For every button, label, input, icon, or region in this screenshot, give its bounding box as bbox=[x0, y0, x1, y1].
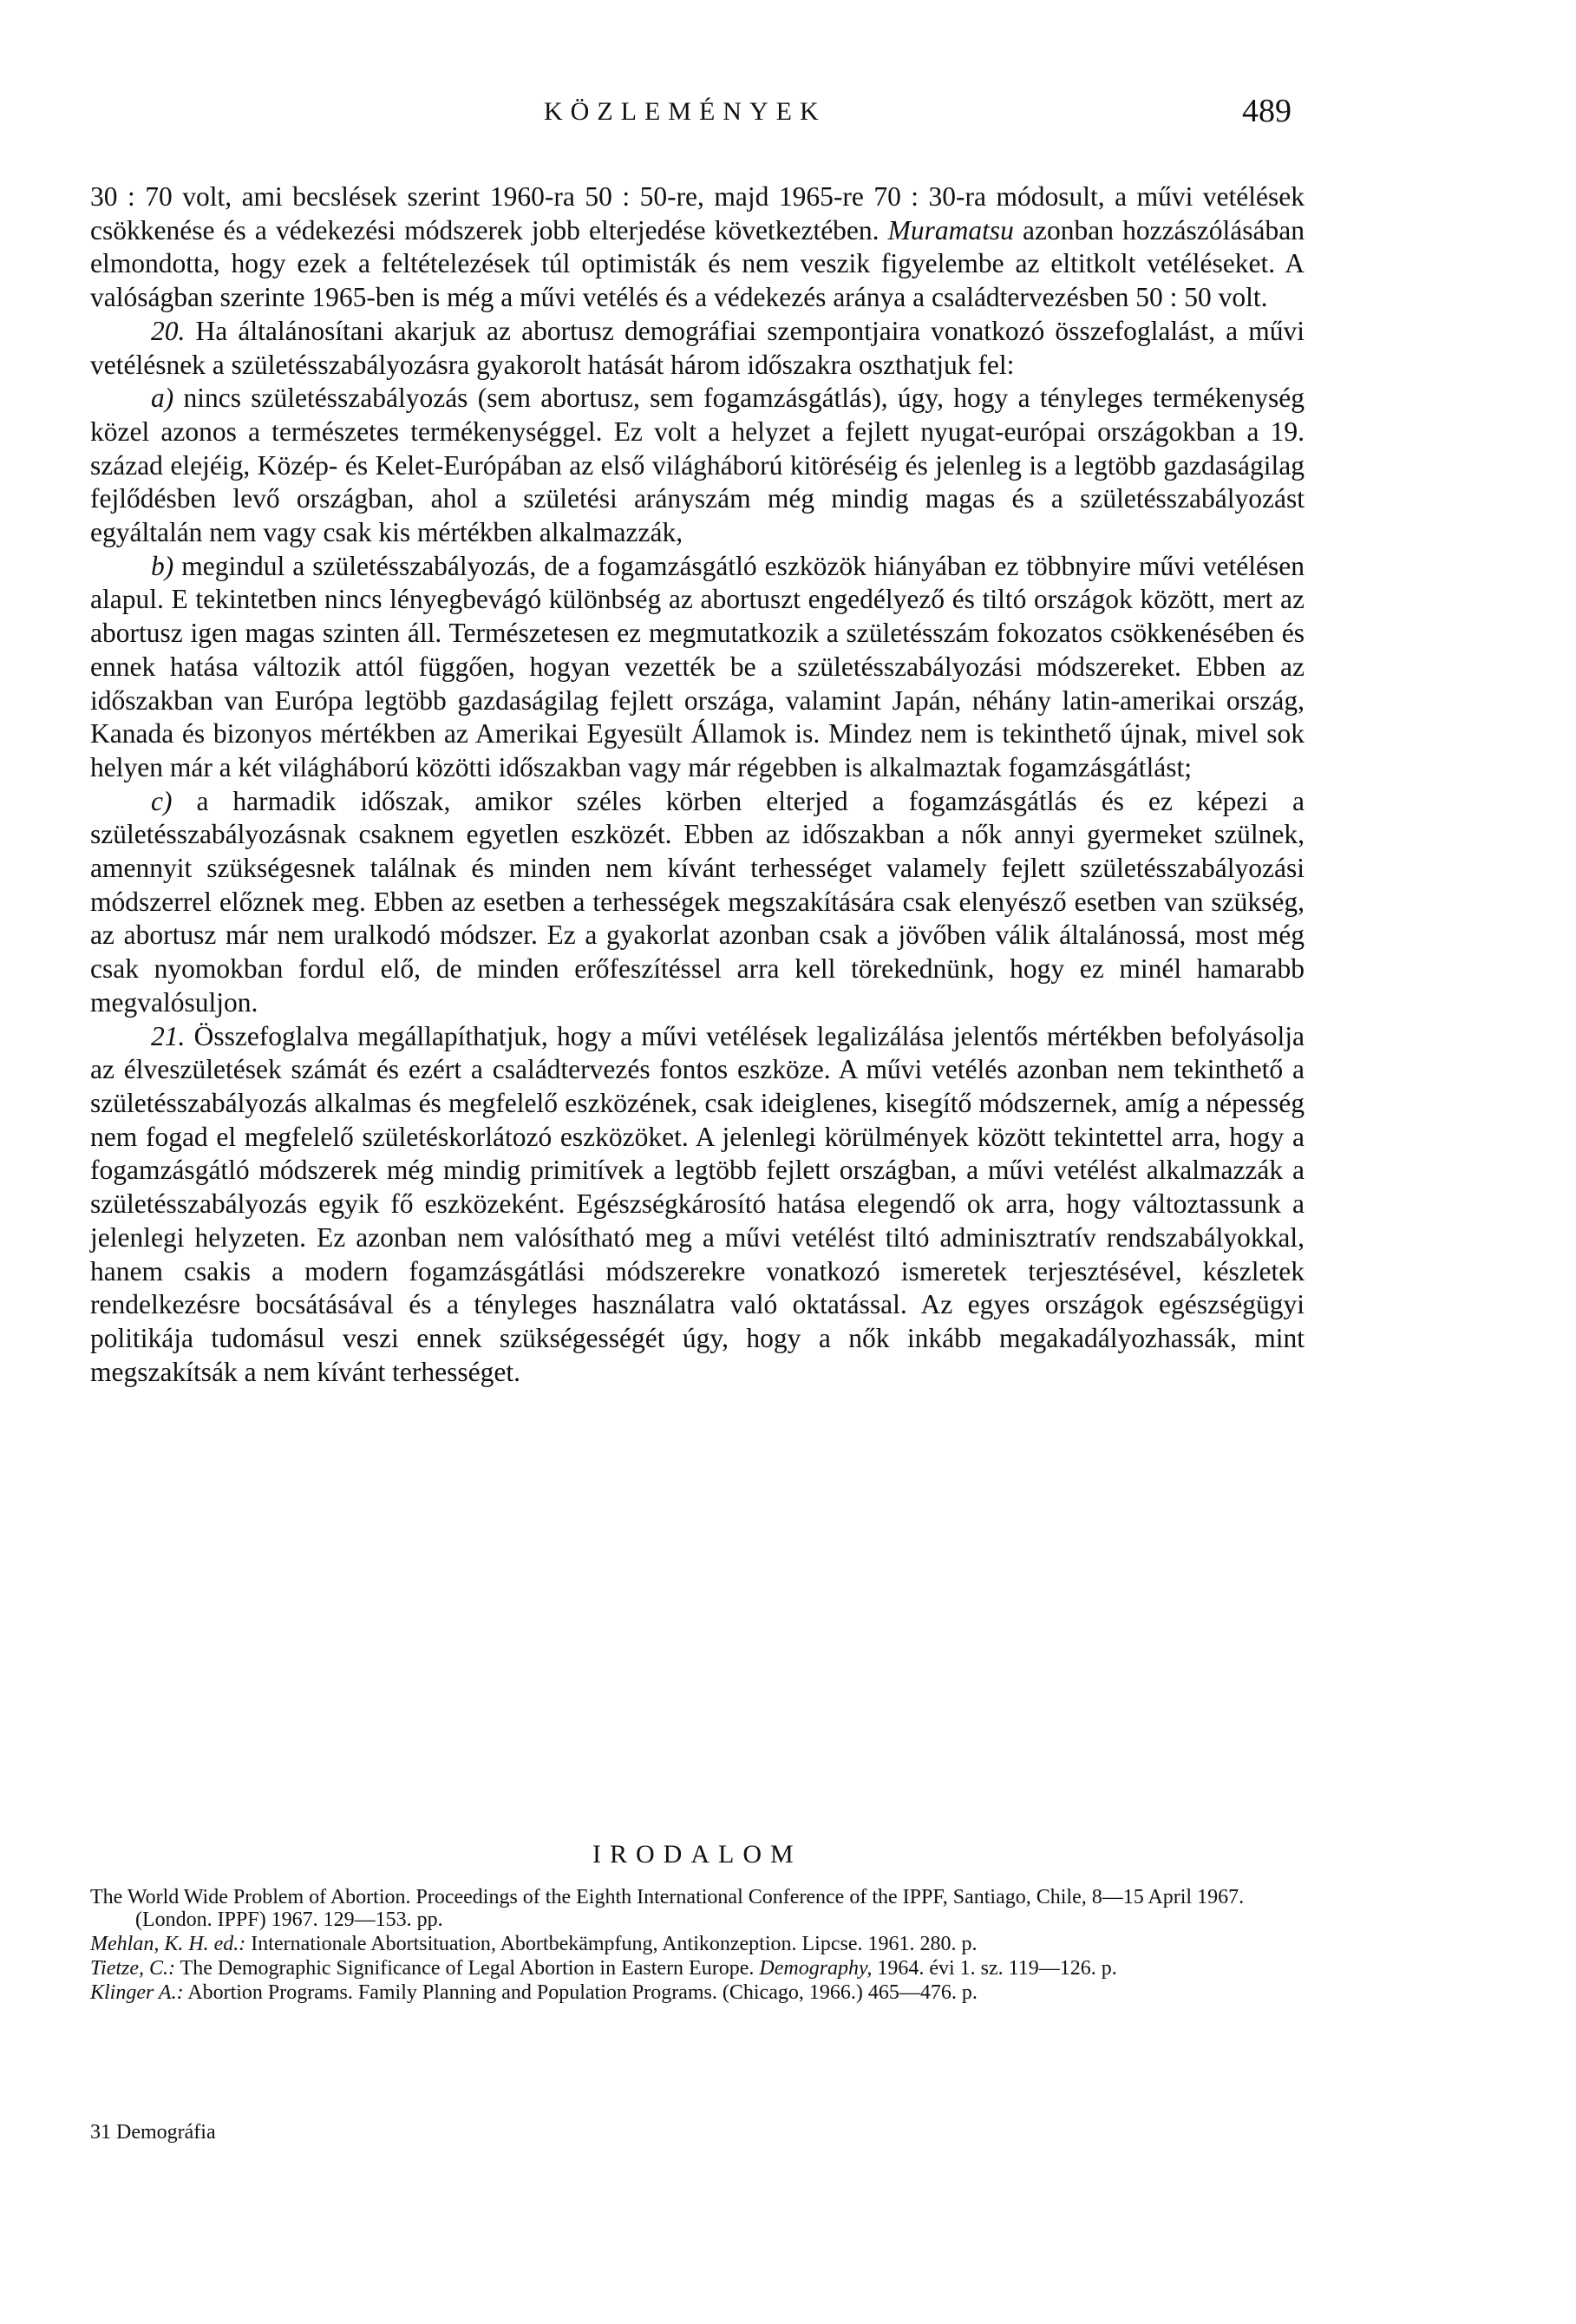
paragraph-run-text: megindul a születésszabályozás, de a fogamzásgátló eszközök hiányában ez többnyire művi vetélésen alapul. E tekintetben nincs lényegbevágó különbség az abortuszt engedélyező és tiltó országok között, mert az abortusz igen magas szinten áll. Természetesen ez megmutatkozik a születésszám fokozatos csökkenésében és ennek hatása változik attól függően, hogyan vezették be a születésszabályozási módszereket. Ebben az időszakban van Európa legtöbb gazdaságilag fejlett országa, valamint Japán, néhány latin-amerikai ország, Kanada és bizonyos mértékben az Amerikai Egyesült Államok is. Mindez nem is tekinthető újnak, mivel sok helyen már a két világháború közötti időszakban vagy már régebben is alkalmaztak fogamzásgátlást; bbox=[90, 550, 1305, 782]
reference-item bbox=[90, 1957, 1305, 1980]
paragraph bbox=[90, 315, 1305, 382]
reference-run-text: Abortion Programs. Family Planning and Population Programs. (Chicago, 1966.) 465—476. p. bbox=[183, 1981, 978, 2004]
article-body bbox=[90, 180, 1305, 1389]
paragraph-run-italic: a) bbox=[151, 383, 174, 414]
paragraph-run-text: 30 : 70 volt, ami becslések szerint 1960-ra 50 : 50-re, majd 1965-re 70 : 30-ra módosult, a művi vetélések csökkenése és a védekezési módszerek jobb elterjedése következtében. bbox=[90, 181, 1305, 245]
reference-item bbox=[90, 1933, 1305, 1955]
reference-run-italic: Tietze, C.: bbox=[90, 1957, 176, 1980]
reference-run-italic: Demography, bbox=[759, 1957, 873, 1980]
running-head: KÖZLEMÉNYEK bbox=[544, 97, 827, 126]
paragraph-run-italic: Muramatsu bbox=[887, 214, 1014, 245]
reference-run-text: The Demographic Significance of Legal Abortion in Eastern Europe. bbox=[175, 1957, 760, 1980]
paragraph bbox=[90, 550, 1305, 785]
references-list bbox=[90, 1886, 1305, 2006]
paragraph bbox=[90, 785, 1305, 1020]
paragraph-run-text: nincs születésszabályozás (sem abortusz, sem fogamzásgátlás), úgy, hogy a tényleges termékenység közel azonos a természetes termékenységgel. Ez volt a helyzet a fejlett nyugat-európai országokban a 19. század elejéig, Közép- és Kelet-Európában az első világháború kitöréséig és jelenleg is a legtöbb gazdaságilag fejlődésben levő országban, ahol a születési arányszám még mindig magas és a születésszabályozást egyáltalán nem vagy csak kis mértékben alkalmazzák, bbox=[90, 383, 1305, 548]
paragraph bbox=[90, 1020, 1305, 1390]
reference-run-text: 1964. évi 1. sz. 119—126. p. bbox=[872, 1957, 1117, 1980]
paragraph bbox=[90, 180, 1305, 315]
paragraph-run-text: Összefoglalva megállapíthatjuk, hogy a művi vetélések legalizálása jelentős mértékben befolyásolja az élveszületések számát és ezért a családtervezés fontos eszköze. A művi vetélés azonban nem tekinthető a születésszabályozás alkalmas és megfelelő eszközének, csak ideiglenes, kisegítő módszernek, amíg a népesség nem fogad el megfelelő születéskorlátozó eszközöket. A jelenlegi körülmények között tekintettel arra, hogy a fogamzásgátló módszerek még mindig primitívek a legtöbb fejlett országban, a művi vetélést alkalmazzák a születésszabályozás egyik fő eszközeként. Egészségkárosító hatása elegendő ok arra, hogy változtassunk a jelenlegi helyzeten. Ez azonban nem valósítható meg a művi vetélést tiltó adminisztratív rendszabályokkal, hanem csakis a modern fogamzásgátlási módszerekre vonatkozó ismeretek terjesztésével, készletek rendelkezésre bocsátásával és a tényleges használatra való oktatással. Az egyes országok egészségügyi politikája tudomásul veszi ennek szükségességét úgy, hogy a nők inkább megakadályozhassák, mint megszakítsák a nem kívánt terhességet. bbox=[90, 1020, 1305, 1387]
reference-item bbox=[90, 1886, 1305, 1931]
reference-run-text: The World Wide Problem of Abortion. Proceedings of the Eighth International Conference of the IPPF, Santiago, Chile, 8—15 April 1967. (London. IPPF) 1967. 129—153. pp. bbox=[90, 1886, 1245, 1931]
paragraph-run-italic: b) bbox=[151, 550, 174, 581]
paragraph-run-italic: 21. bbox=[151, 1020, 186, 1051]
paragraph-run-text: Ha általánosítani akarjuk az abortusz demográfiai szempontjaira vonatkozó összefoglalást, a művi vetélésnek a születésszabályozásra gyakorolt hatását három időszakra oszthatjuk fel: bbox=[90, 315, 1305, 380]
paragraph-run-text: a harmadik időszak, amikor széles körben elterjed a fogamzásgátlás és ez képezi a születésszabályozásnak csaknem egyetlen eszközét. Ebben az időszakban a nők annyi gyermeket szülnek, amennyit szükségesnek találnak és minden nem kívánt terhességet valamely fejlett születésszabályozási módszerrel előznek meg. Ebben az esetben a terhességek megszakítására csak elenyésző esetben van szükség, az abortusz már nem uralkodó módszer. Ez a gyakorlat azonban csak a jövőben válik általánossá, most még csak nyomokban fordul elő, de minden erőfeszítéssel arra kell törekednünk, hogy ez minél hamarabb megvalósuljon. bbox=[90, 785, 1305, 1018]
reference-run-italic: Mehlan, K. H. ed.: bbox=[90, 1933, 246, 1955]
page-number: 489 bbox=[1242, 93, 1292, 129]
paragraph-run-italic: 20. bbox=[151, 315, 186, 346]
reference-run-italic: Klinger A.: bbox=[90, 1981, 184, 2004]
paragraph-run-italic: c) bbox=[151, 785, 173, 816]
paragraph bbox=[90, 382, 1305, 550]
reference-item bbox=[90, 1981, 1305, 2004]
references-title: IRODALOM bbox=[592, 1840, 802, 1869]
footer-signature: 31 Demográfia bbox=[90, 2121, 216, 2144]
reference-run-text: Internationale Abortsituation, Abortbekämpfung, Antikonzeption. Lipcse. 1961. 280. p. bbox=[245, 1933, 978, 1955]
paragraph-run-text: azonban hozzászólásában elmondotta, hogy ezek a feltételezések túl optimisták és nem veszik figyelembe az eltitkolt vetéléseket. A valóságban szerinte 1965-ben is még a művi vetélés és a védekezés aránya a családtervezésben 50 : 50 volt. bbox=[90, 214, 1305, 313]
